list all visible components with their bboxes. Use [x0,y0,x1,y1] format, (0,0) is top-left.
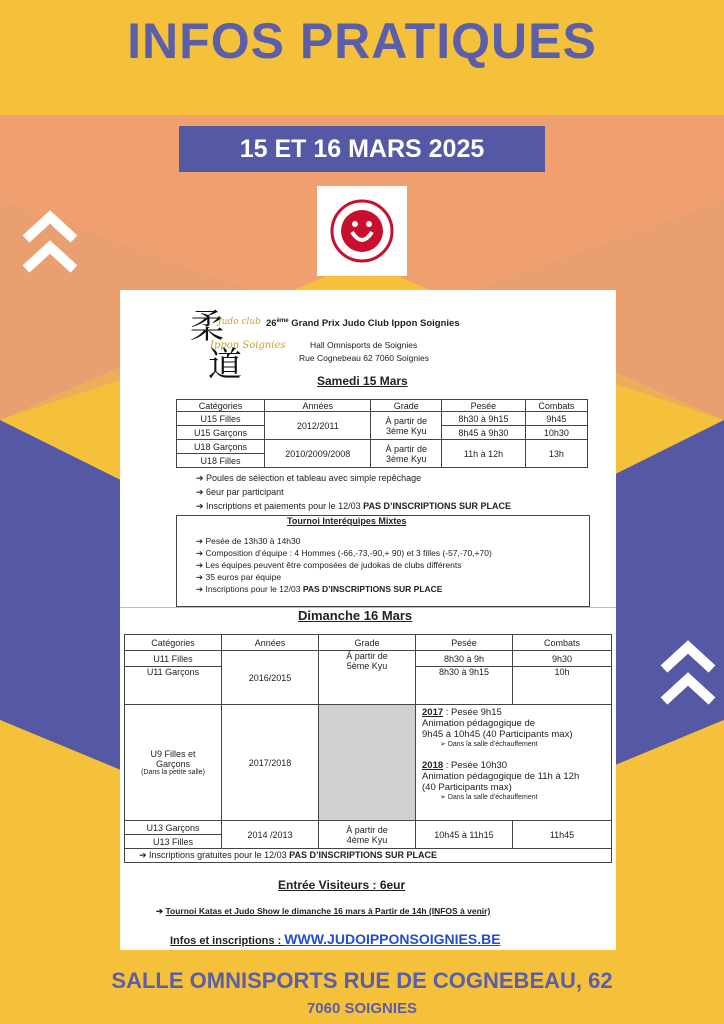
combat-cell: 13h [525,440,587,468]
combat-cell: 9h45 [525,412,587,426]
pesee-cell: 11h à 12h [442,440,526,468]
grade-cell: À partir de 3ème Kyu [371,412,442,440]
category-cell: U11 Garçons [125,667,222,705]
category-cell: U13 Garçons [125,821,222,835]
chevron-up-right-icon [660,635,716,715]
years-cell: 2017/2018 [222,705,319,821]
svg-text:柔: 柔 [190,307,224,347]
header-grade: Grade [319,635,416,651]
list-item: ➔ Inscriptions et paiements pour le 12/03 PAS D’INSCRIPTIONS SUR PLACE [196,501,511,511]
grade-cell-empty [319,705,416,821]
list-item: ➔ Composition d’équipe : 4 Hommes (-66,-73,-90,+ 90) et 3 filles (-57,-70,+70) [196,548,492,558]
category-cell: U15 Filles [177,412,265,426]
svg-text:Ippon Soignies: Ippon Soignies [210,340,286,351]
header-grade: Grade [371,400,442,412]
event-date: 15 ET 16 MARS 2025 [179,126,545,172]
list-item: ➔ Inscriptions pour le 12/03 PAS D’INSCRIPTIONS SUR PLACE [196,584,443,594]
saturday-table [176,399,588,468]
header-pesee: Pesée [416,635,513,651]
combat-cell: 9h30 [513,651,612,667]
pesee-cell: 8h30 à 9h [416,651,513,667]
grade-cell: À partir de 3ème Kyu [371,440,442,468]
footer-address: SALLE OMNISPORTS RUE DE COGNEBEAU, 62 [111,968,613,993]
category-cell: U18 Filles [177,454,265,468]
pesee-cell: 8h30 à 9h15 [442,412,526,426]
years-cell: 2014 /2013 [222,821,319,849]
info-line: Infos et inscriptions : WWW.JUDOIPPONSOIGNIES.BE [170,931,501,947]
combat-cell: 11h45 [513,821,612,849]
combat-cell: 10h [513,667,612,705]
list-item: ➔ 6eur par participant [196,487,284,497]
list-item: ➔ Pesée de 13h30 à 14h30 [196,536,301,546]
footer-city: 7060 SOIGNIES [306,1000,418,1017]
header-categories: Catégories [177,400,265,412]
venue-address: Rue Cognebeau 62 7060 Soignies [299,353,429,363]
header-categories: Catégories [125,635,222,651]
team-tournament-title: Tournoi Interéquipes Mixtes [287,516,407,526]
sunday-table [124,634,612,863]
sunday-registration-note: ➔ Inscriptions gratuites pour le 12/03 PAS D’INSCRIPTIONS SUR PLACE [125,849,612,863]
saturday-title: Samedi 15 Mars [317,374,408,388]
event-document [120,290,616,950]
website-link[interactable]: WWW.JUDOIPPONSOIGNIES.BE [284,931,501,947]
u9-schedule-cell: 2017 : Pesée 9h15 Animation pédagogique de 9h45 à 10h45 (40 Participants max) ➢ Dans la salle d’échauffement 2018 : Pesée 10h30 Animation pédagogique de 11h à 12h (40 Participants max) ➢ Dans la salle d’échauffement [416,705,612,821]
chevron-up-left-icon [22,205,78,280]
header-years: Années [222,635,319,651]
category-cell: U15 Garçons [177,426,265,440]
years-cell: 2012/2011 [265,412,371,440]
list-item: ➔ Les équipes peuvent être composées de judokas de clubs différents [196,560,462,570]
years-cell: 2010/2009/2008 [265,440,371,468]
page-title: INFOS PRATIQUES [127,13,597,69]
katas-announcement: ➔ Tournoi Katas et Judo Show le dimanche 16 mars à Partir de 14h (INFOS à venir) [156,906,491,916]
pesee-cell: 10h45 à 11h15 [416,821,513,849]
document-heading: 26ème Grand Prix Judo Club Ippon Soignies [266,318,460,330]
visitor-entry: Entrée Visiteurs : 6eur [278,878,406,892]
years-cell: 2016/2015 [222,651,319,705]
category-cell: U13 Filles [125,835,222,849]
challenge-logo-icon [317,186,407,276]
grade-cell: À partir de 4ème Kyu [319,821,416,849]
header-combats: Combats [525,400,587,412]
pesee-cell: 8h30 à 9h15 [416,667,513,705]
header-pesee: Pesée [442,400,526,412]
svg-text:道: 道 [208,345,242,385]
pesee-cell: 8h45 à 9h30 [442,426,526,440]
list-item: ➔ Poules de sélection et tableau avec simple repêchage [196,473,422,483]
combat-cell: 10h30 [525,426,587,440]
grade-cell: À partir de 5ème Kyu [319,651,416,705]
header-years: Années [265,400,371,412]
category-cell: U11 Filles [125,651,222,667]
list-item: ➔ 35 euros par équipe [196,572,282,582]
sunday-title: Dimanche 16 Mars [298,608,413,623]
challenge-logo [317,186,407,276]
category-cell: U18 Garçons [177,440,265,454]
header-combats: Combats [513,635,612,651]
judo-club-logo-icon [182,300,286,385]
venue-name: Hall Omnisports de Soignies [310,340,418,350]
category-cell: U9 Filles et Garçons (Dans la petite salle) [125,705,222,821]
svg-text:Judo club: Judo club [218,317,261,327]
